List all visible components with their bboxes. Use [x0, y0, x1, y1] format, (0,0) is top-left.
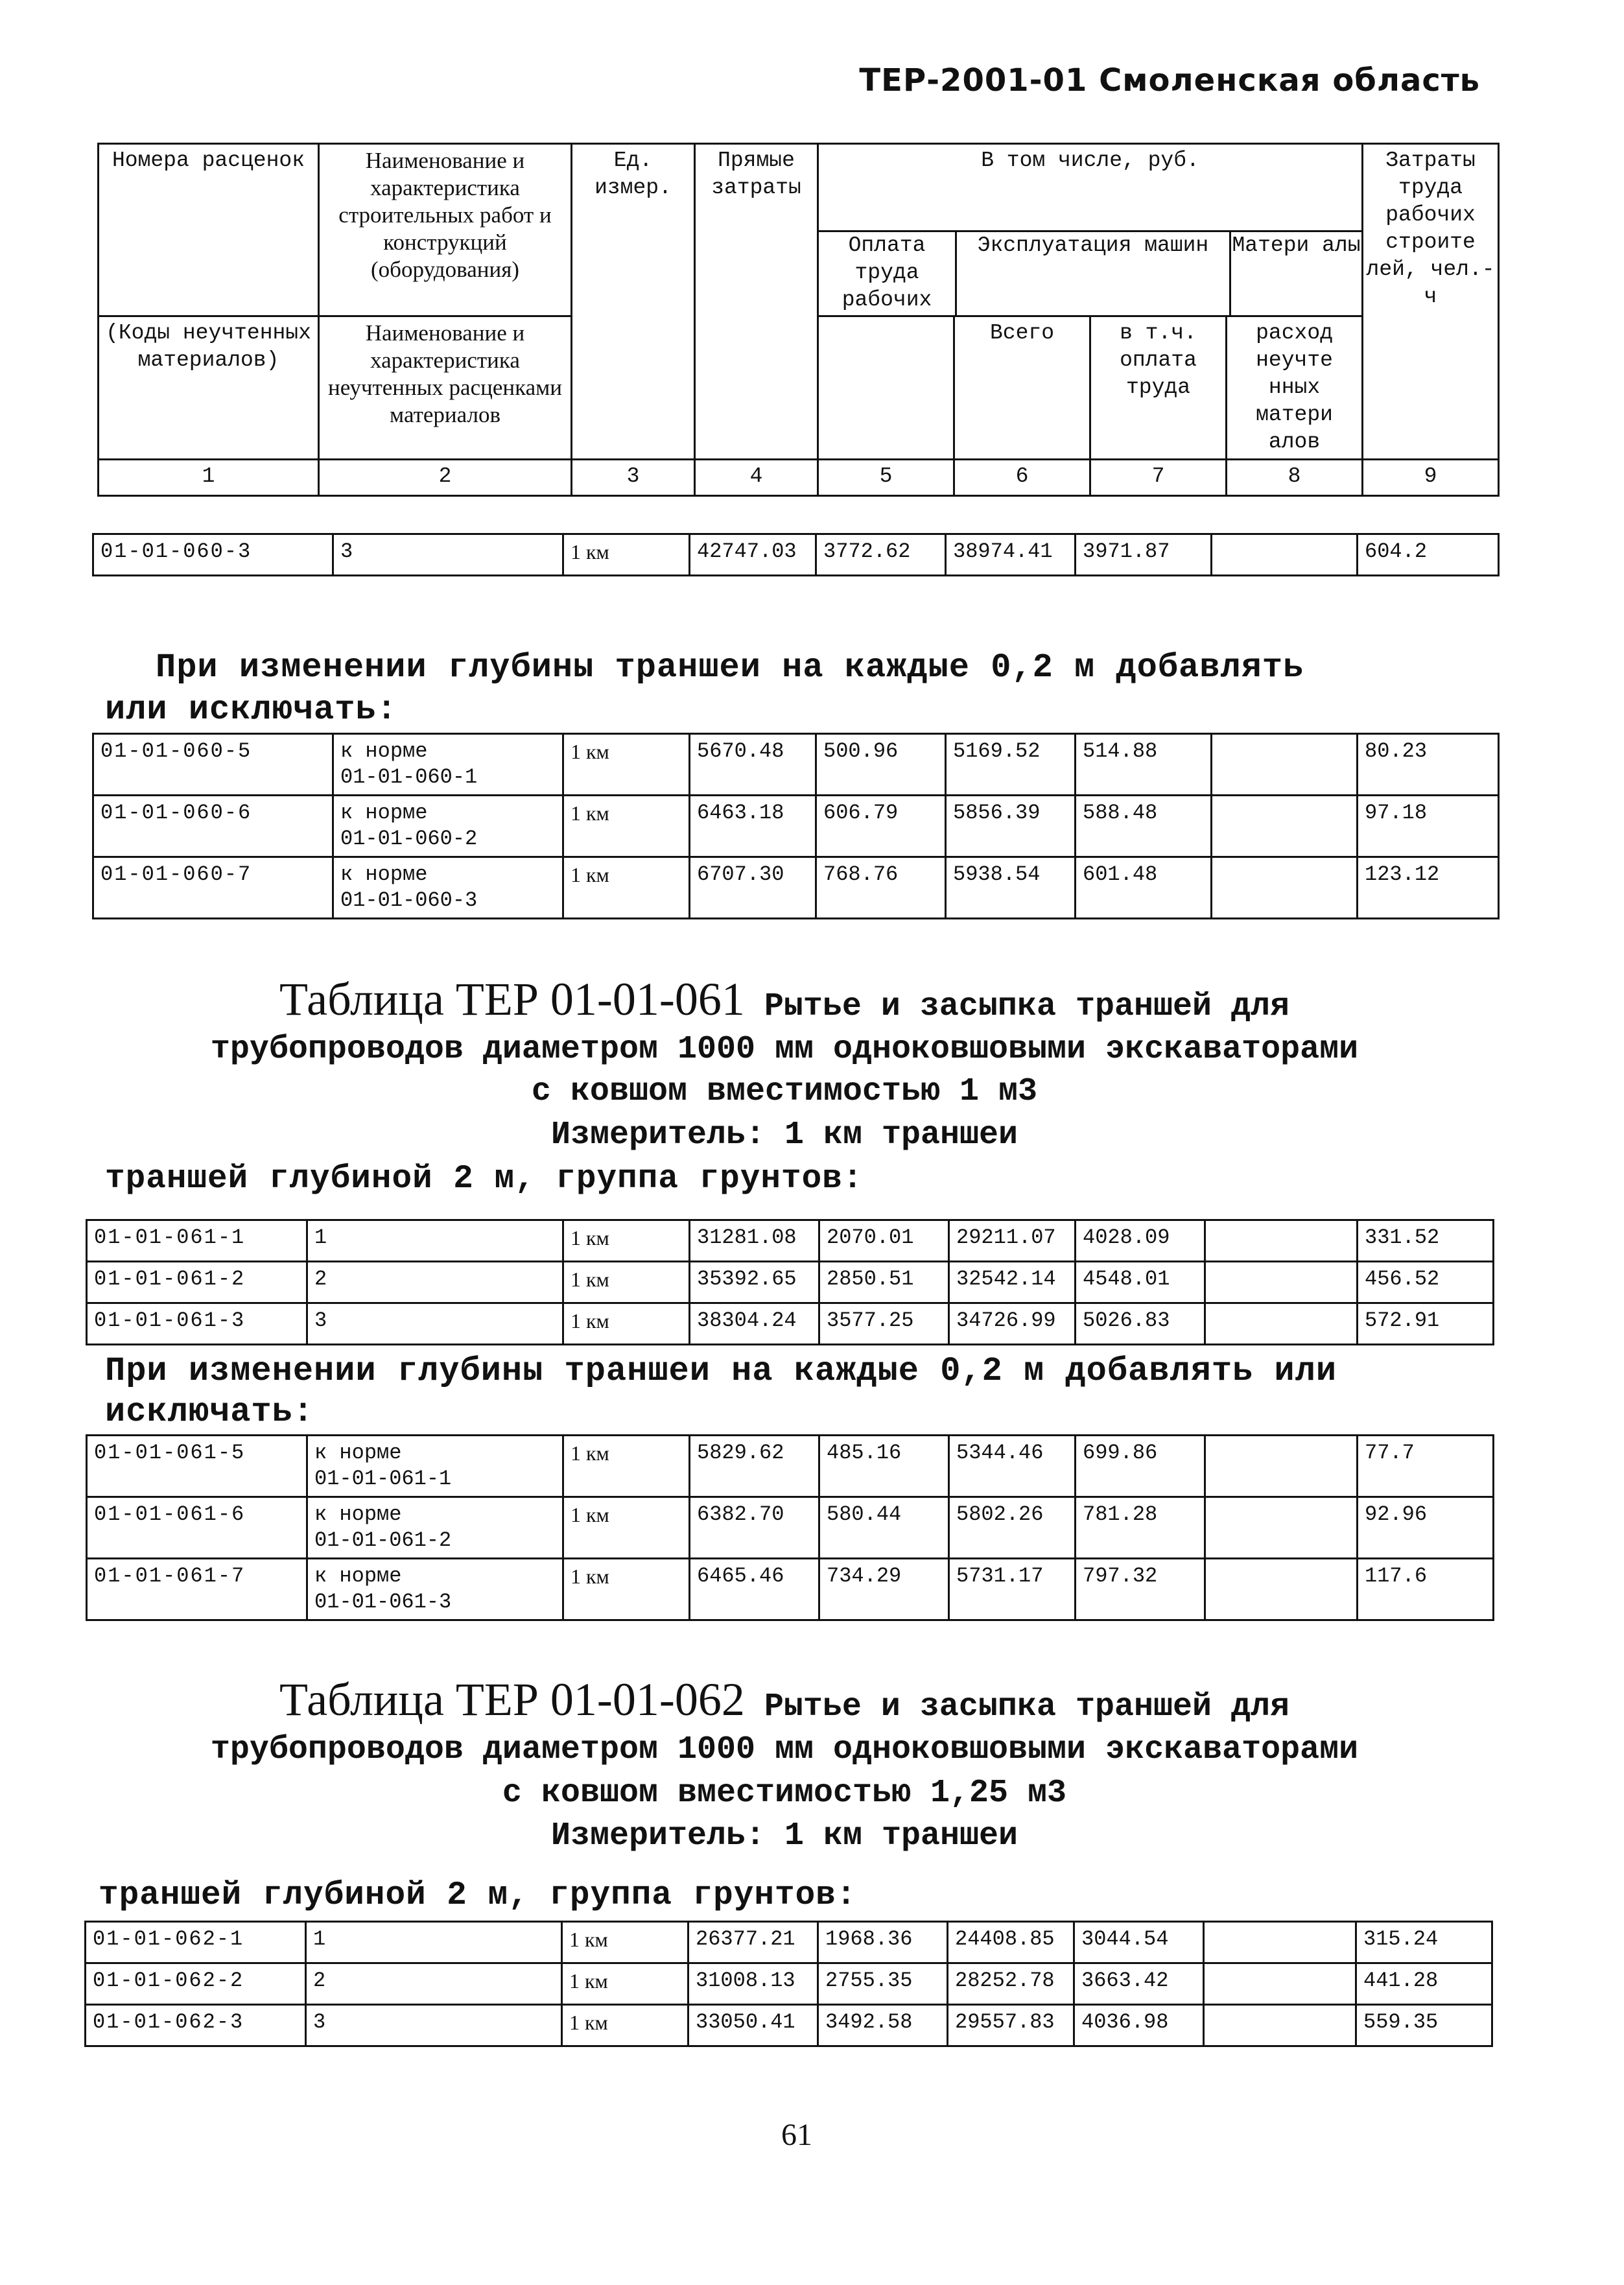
adj-heading-060-cont: или исключать:	[105, 691, 397, 729]
rate-name-ref: 01-01-060-2	[340, 827, 478, 851]
rate-labor-cost: 734.29	[819, 1559, 949, 1620]
rate-labor-cost: 580.44	[819, 1497, 949, 1559]
table-062-title-text: Рытье и засыпка траншей для	[764, 1688, 1290, 1725]
rate-direct-cost: 42747.03	[690, 534, 816, 576]
rate-machine-cost: 5856.39	[946, 796, 1076, 857]
rate-direct-cost: 33050.41	[688, 2005, 818, 2046]
rate-materials	[1204, 2005, 1356, 2046]
rate-unit: 1 км	[562, 1963, 688, 2005]
rate-name-ref: 01-01-060-3	[340, 888, 478, 912]
rate-unit: 1 км	[563, 1303, 690, 1345]
rate-name-line: к норме	[314, 1441, 402, 1465]
rate-direct-cost: 6465.46	[690, 1559, 819, 1620]
table-061-rows	[86, 1219, 1494, 1345]
rate-materials	[1205, 1303, 1358, 1345]
rate-direct-cost: 5829.62	[690, 1436, 819, 1497]
rate-unit: 1 км	[563, 1436, 690, 1497]
rate-labor-hours: 456.52	[1358, 1262, 1494, 1303]
table-061-measure: Измеритель: 1 км траншеи	[550, 1117, 1018, 1154]
rate-name-ref: 01-01-060-1	[340, 765, 478, 789]
block1-table	[92, 533, 1500, 576]
rate-labor-hours: 559.35	[1356, 2005, 1492, 2046]
rate-machine-cost: 5731.17	[949, 1559, 1076, 1620]
col-machines-labor-header: в т.ч. оплата труда	[1090, 316, 1227, 460]
rate-materials	[1212, 534, 1358, 576]
col-number: 3	[572, 460, 695, 496]
rate-labor-cost: 606.79	[816, 796, 946, 857]
col-number: 2	[319, 460, 572, 496]
rate-direct-cost: 26377.21	[688, 1922, 818, 1963]
rate-code: 01-01-060-3	[93, 534, 333, 576]
col-including-group	[818, 144, 1363, 316]
rate-materials	[1205, 1436, 1358, 1497]
rate-labor-hours: 97.18	[1358, 796, 1499, 857]
col-labor-header: Оплата труда рабочих	[819, 232, 957, 315]
col-unit-header: Ед. измер.	[572, 144, 695, 460]
rate-labor-hours: 92.96	[1358, 1497, 1494, 1559]
rate-name	[333, 857, 563, 919]
rate-unit: 1 км	[563, 734, 690, 796]
rate-name-line: к норме	[340, 801, 428, 825]
rate-labor-cost: 500.96	[816, 734, 946, 796]
rate-code: 01-01-061-1	[87, 1220, 307, 1262]
table-061-title-number: Таблица ТЕР 01-01-061	[279, 973, 745, 1025]
rate-unit: 1 км	[563, 857, 690, 919]
rate-name: 1	[307, 1220, 563, 1262]
adj-heading-061-cont: исключать:	[105, 1393, 314, 1431]
rate-labor-hours: 123.12	[1358, 857, 1499, 919]
rate-machine-labor: 601.48	[1076, 857, 1212, 919]
rate-unit: 1 км	[563, 796, 690, 857]
rate-labor-cost: 768.76	[816, 857, 946, 919]
rate-labor-cost: 3577.25	[819, 1303, 949, 1345]
rate-labor-cost: 3772.62	[816, 534, 946, 576]
rate-unit: 1 км	[563, 1559, 690, 1620]
rate-labor-cost: 485.16	[819, 1436, 949, 1497]
rate-direct-cost: 5670.48	[690, 734, 816, 796]
page-header-title: ТЕР-2001-01 Смоленская область	[859, 62, 1480, 99]
rate-machine-labor: 4028.09	[1076, 1220, 1205, 1262]
rate-machine-labor: 3663.42	[1074, 1963, 1204, 2005]
table-061-subheading: траншей глубиной 2 м, группа грунтов:	[105, 1161, 864, 1198]
rate-direct-cost: 6707.30	[690, 857, 816, 919]
table-061-title	[0, 973, 1569, 1026]
rate-unit: 1 км	[562, 1922, 688, 1963]
rate-code: 01-01-061-2	[87, 1262, 307, 1303]
col-labor-header-cont	[818, 316, 954, 460]
adj-heading-060: При изменении глубины траншеи на каждые 0,2 м добавлять	[156, 648, 1304, 687]
rate-name	[307, 1559, 563, 1620]
col-including-header: В том числе, руб.	[819, 145, 1361, 232]
rate-machine-cost: 5938.54	[946, 857, 1076, 919]
col-work-name-header: Наименование и характеристика строительных работ и конструкций (оборудования)	[319, 144, 572, 316]
rate-machine-cost: 5344.46	[949, 1436, 1076, 1497]
col-number: 4	[695, 460, 818, 496]
col-labor-hours-header: Затраты труда рабочих строите лей, чел.-ч	[1363, 144, 1499, 460]
rate-machine-labor: 5026.83	[1076, 1303, 1205, 1345]
rate-labor-hours: 441.28	[1356, 1963, 1492, 2005]
rate-labor-cost: 3492.58	[818, 2005, 948, 2046]
rate-machine-labor: 3044.54	[1074, 1922, 1204, 1963]
rate-machine-labor: 514.88	[1076, 734, 1212, 796]
table-062-measure: Измеритель: 1 км траншеи	[550, 1817, 1018, 1854]
rate-machine-cost: 29557.83	[948, 2005, 1074, 2046]
col-number: 8	[1227, 460, 1363, 496]
rate-name-ref: 01-01-061-2	[314, 1528, 452, 1552]
rate-direct-cost: 38304.24	[690, 1303, 819, 1345]
table-062-title-line3: с ковшом вместимостью 1,25 м3	[502, 1775, 1067, 1812]
col-number: 9	[1363, 460, 1499, 496]
rate-machine-labor: 4548.01	[1076, 1262, 1205, 1303]
rate-machine-labor: 588.48	[1076, 796, 1212, 857]
rate-machine-labor: 4036.98	[1074, 2005, 1204, 2046]
rate-labor-hours: 315.24	[1356, 1922, 1492, 1963]
rate-materials	[1204, 1922, 1356, 1963]
rate-unit: 1 км	[563, 1497, 690, 1559]
table-062-title-number: Таблица ТЕР 01-01-062	[279, 1674, 745, 1725]
rate-name-line: к норме	[340, 739, 428, 763]
rate-machine-labor: 3971.87	[1076, 534, 1212, 576]
rate-materials	[1212, 857, 1358, 919]
table-062-title	[0, 1673, 1569, 1727]
col-material-name-header: Наименование и характеристика неучтенных расценками материалов	[319, 316, 572, 460]
rate-machine-cost: 38974.41	[946, 534, 1076, 576]
rate-materials	[1205, 1220, 1358, 1262]
rate-name-line: к норме	[314, 1564, 402, 1588]
rate-code: 01-01-061-7	[87, 1559, 307, 1620]
rate-name: 3	[306, 2005, 562, 2046]
rate-name: 2	[307, 1262, 563, 1303]
rate-machine-cost: 5169.52	[946, 734, 1076, 796]
page-number: 61	[781, 2118, 812, 2152]
rate-labor-hours: 117.6	[1358, 1559, 1494, 1620]
rate-materials	[1212, 796, 1358, 857]
col-machines-total-header: Всего	[954, 316, 1090, 460]
rate-code: 01-01-061-3	[87, 1303, 307, 1345]
col-materials-header: Матери алы	[1232, 233, 1361, 257]
rate-machine-cost: 34726.99	[949, 1303, 1076, 1345]
rate-materials	[1205, 1497, 1358, 1559]
table-062-rows	[84, 1921, 1493, 2047]
col-material-codes-header: (Коды неучтенных материалов)	[99, 316, 319, 460]
rate-name-line: к норме	[340, 862, 428, 886]
table-061-title-text: Рытье и засыпка траншей для	[764, 988, 1290, 1025]
col-rate-number-header: Номера расценок	[99, 144, 319, 316]
rate-code: 01-01-062-3	[86, 2005, 306, 2046]
column-header-table	[97, 143, 1500, 497]
rate-name: 2	[306, 1963, 562, 2005]
block1-adj-table	[92, 733, 1500, 919]
rate-name: 3	[333, 534, 563, 576]
rate-machine-cost: 29211.07	[949, 1220, 1076, 1262]
rate-materials	[1212, 734, 1358, 796]
rate-direct-cost: 31008.13	[688, 1963, 818, 2005]
rate-unit: 1 км	[563, 1262, 690, 1303]
rate-labor-hours: 572.91	[1358, 1303, 1494, 1345]
rate-code: 01-01-060-5	[93, 734, 333, 796]
rate-labor-cost: 2070.01	[819, 1220, 949, 1262]
rate-direct-cost: 6382.70	[690, 1497, 819, 1559]
rate-labor-cost: 2755.35	[818, 1963, 948, 2005]
rate-direct-cost: 31281.08	[690, 1220, 819, 1262]
table-061-adj-rows	[86, 1434, 1494, 1621]
rate-name-ref: 01-01-061-1	[314, 1467, 452, 1491]
rate-labor-hours: 331.52	[1358, 1220, 1494, 1262]
rate-code: 01-01-060-7	[93, 857, 333, 919]
rate-code: 01-01-062-2	[86, 1963, 306, 2005]
table-061-title-line3: с ковшом вместимостью 1 м3	[531, 1073, 1038, 1110]
rate-direct-cost: 35392.65	[690, 1262, 819, 1303]
rate-machine-labor: 781.28	[1076, 1497, 1205, 1559]
rate-machine-cost: 32542.14	[949, 1262, 1076, 1303]
col-number: 6	[954, 460, 1090, 496]
rate-name	[307, 1497, 563, 1559]
rate-labor-hours: 80.23	[1358, 734, 1499, 796]
rate-unit: 1 км	[562, 2005, 688, 2046]
rate-labor-hours: 604.2	[1358, 534, 1499, 576]
rate-materials	[1205, 1262, 1358, 1303]
table-062-subheading: траншей глубиной 2 м, группа грунтов:	[99, 1877, 857, 1914]
col-number: 1	[99, 460, 319, 496]
col-direct-cost-header: Прямые затраты	[695, 144, 818, 460]
rate-materials	[1205, 1559, 1358, 1620]
rate-machine-cost: 28252.78	[948, 1963, 1074, 2005]
rate-machine-cost: 24408.85	[948, 1922, 1074, 1963]
rate-labor-hours: 77.7	[1358, 1436, 1494, 1497]
rate-unit: 1 км	[563, 1220, 690, 1262]
rate-machine-labor: 699.86	[1076, 1436, 1205, 1497]
rate-name	[333, 796, 563, 857]
rate-code: 01-01-060-6	[93, 796, 333, 857]
rate-code: 01-01-062-1	[86, 1922, 306, 1963]
rate-materials	[1204, 1963, 1356, 2005]
rate-name-ref: 01-01-061-3	[314, 1590, 452, 1614]
rate-name: 1	[306, 1922, 562, 1963]
rate-machine-cost: 5802.26	[949, 1497, 1076, 1559]
rate-name: 3	[307, 1303, 563, 1345]
rate-labor-cost: 2850.51	[819, 1262, 949, 1303]
table-061-title-line2: трубопроводов диаметром 1000 мм одноковшовыми экскаваторами	[210, 1031, 1359, 1068]
rate-code: 01-01-061-6	[87, 1497, 307, 1559]
rate-unit: 1 км	[563, 534, 690, 576]
rate-code: 01-01-061-5	[87, 1436, 307, 1497]
rate-name	[333, 734, 563, 796]
rate-labor-cost: 1968.36	[818, 1922, 948, 1963]
col-number: 7	[1090, 460, 1227, 496]
col-number: 5	[818, 460, 954, 496]
rate-name-line: к норме	[314, 1502, 402, 1526]
col-unaccounted-materials-header: расход неучте нных матери алов	[1227, 316, 1363, 460]
col-machines-header: Эксплуатация машин	[957, 232, 1231, 315]
rate-machine-labor: 797.32	[1076, 1559, 1205, 1620]
table-062-title-line2: трубопроводов диаметром 1000 мм одноковшовыми экскаваторами	[210, 1731, 1359, 1768]
rate-name	[307, 1436, 563, 1497]
rate-direct-cost: 6463.18	[690, 796, 816, 857]
adj-heading-061: При изменении глубины траншеи на каждые 0,2 м добавлять или	[105, 1352, 1337, 1390]
